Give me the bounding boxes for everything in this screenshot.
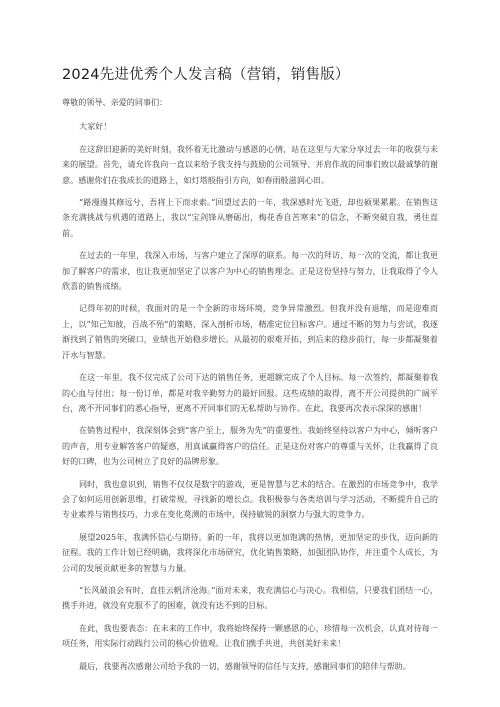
body-paragraph: 在销售过程中，我深刻体会到“客户至上，服务为先”的重要性。我始终坚持以客户为中心，倾听客户的声音，用专业解答客户的疑惑，用真诚赢得客户的信任。正是这份对客户的尊重与关怀，让我赢得了良好的口碑，也为公司树立了良好的品牌形象。: [62, 425, 438, 467]
body-paragraph: 展望2025年，我满怀信心与期待。新的一年，我将以更加饱满的热情，更加坚定的步伐，迈向新的征程。我的工作计划已经明确，我将深化市场研究，优化销售策略，加强团队协作，并注重个人成长，为公司的发展贡献更多的智慧与力量。: [62, 531, 438, 573]
document-page: [62, 0, 438, 707]
body-paragraph: 在这辞旧迎新的美好时刻，我怀着无比激动与感恩的心情，站在这里与大家分享过去一年的收获与未来的展望。首先，请允许我向一直以来给予我支持与鼓励的公司领导、并肩作战的同事们致以最诚挚的谢意。感谢你们在我成长的道路上，如灯塔般指引方向，如春雨般滋润心田。: [62, 143, 438, 185]
body-paragraph: 在过去的一年里，我深入市场，与客户建立了深厚的联系。每一次的拜访、每一次的交流，都让我更加了解客户的需求，也让我更加坚定了以客户为中心的销售理念。正是这份坚持与努力，让我取得了令人欣喜的销售成绩。: [62, 250, 438, 292]
body-paragraph: “路漫漫其修远兮，吾将上下而求索。”回望过去的一年，我深感时光飞逝，却也硕果累累。在销售这条充满挑战与机遇的道路上，我以“宝剑锋从磨砺出，梅花香自苦寒来”的信念，不断突破自我，勇往直前。: [62, 197, 438, 238]
body-paragraph: 记得年初的时候，我面对的是一个全新的市场环境，竞争异常激烈。但我并没有退缩，而是迎难而上，以“知己知彼，百战不殆”的策略，深入剖析市场，精准定位目标客户。通过不断的努力与尝试，我逐渐找到了销售的突破口，业绩也开始稳步增长。从最初的艰难开拓，到后来的稳步前行，每一步都凝聚着汗水与智慧。: [62, 303, 438, 360]
body-paragraph: 在此，我也要表态：在未来的工作中，我将始终保持一颗感恩的心，珍惜每一次机会，认真对待每一项任务，用实际行动践行公司的核心价值观。让我们携手共进，共创美好未来！: [62, 622, 438, 649]
greeting: 大家好！: [79, 121, 112, 132]
body-paragraph: “长风破浪会有时，直挂云帆济沧海。”面对未来，我充满信心与决心。我相信，只要我们团结一心，携手并进，就没有克服不了的困难，就没有达不到的目标。: [62, 584, 438, 611]
body-paragraph: 最后，我要再次感谢公司给予我的一切，感谢领导的信任与支持，感谢同事们的陪伴与帮助。: [79, 660, 411, 671]
body-paragraph: 同时，我也意识到，销售不仅仅是数字的游戏，更是智慧与艺术的结合。在激烈的市场竞争中，我学会了如何运用创新思维，打破常规，寻找新的增长点。我积极参与各类培训与学习活动，不断提升自己的专业素养与销售技巧，力求在变化莫测的市场中，保持敏锐的洞察力与强大的竞争力。: [62, 478, 438, 520]
document-title: 2024先进优秀个人发言稿（营销，销售版）: [62, 67, 350, 83]
salutation: 尊敬的领导、亲爱的同事们：: [62, 97, 168, 107]
body-paragraph: 在这一年里，我不仅完成了公司下达的销售任务，更超额完成了个人目标。每一次签约，都凝聚着我的心血与付出；每一份订单，都是对我辛勤努力的最好回报。这些成绩的取得，离不开公司提供的广阔平台，离不开同事们的悉心指导，更离不开同事们的无私帮助与协作。在此，我要再次表示深深的感谢！: [62, 372, 438, 413]
